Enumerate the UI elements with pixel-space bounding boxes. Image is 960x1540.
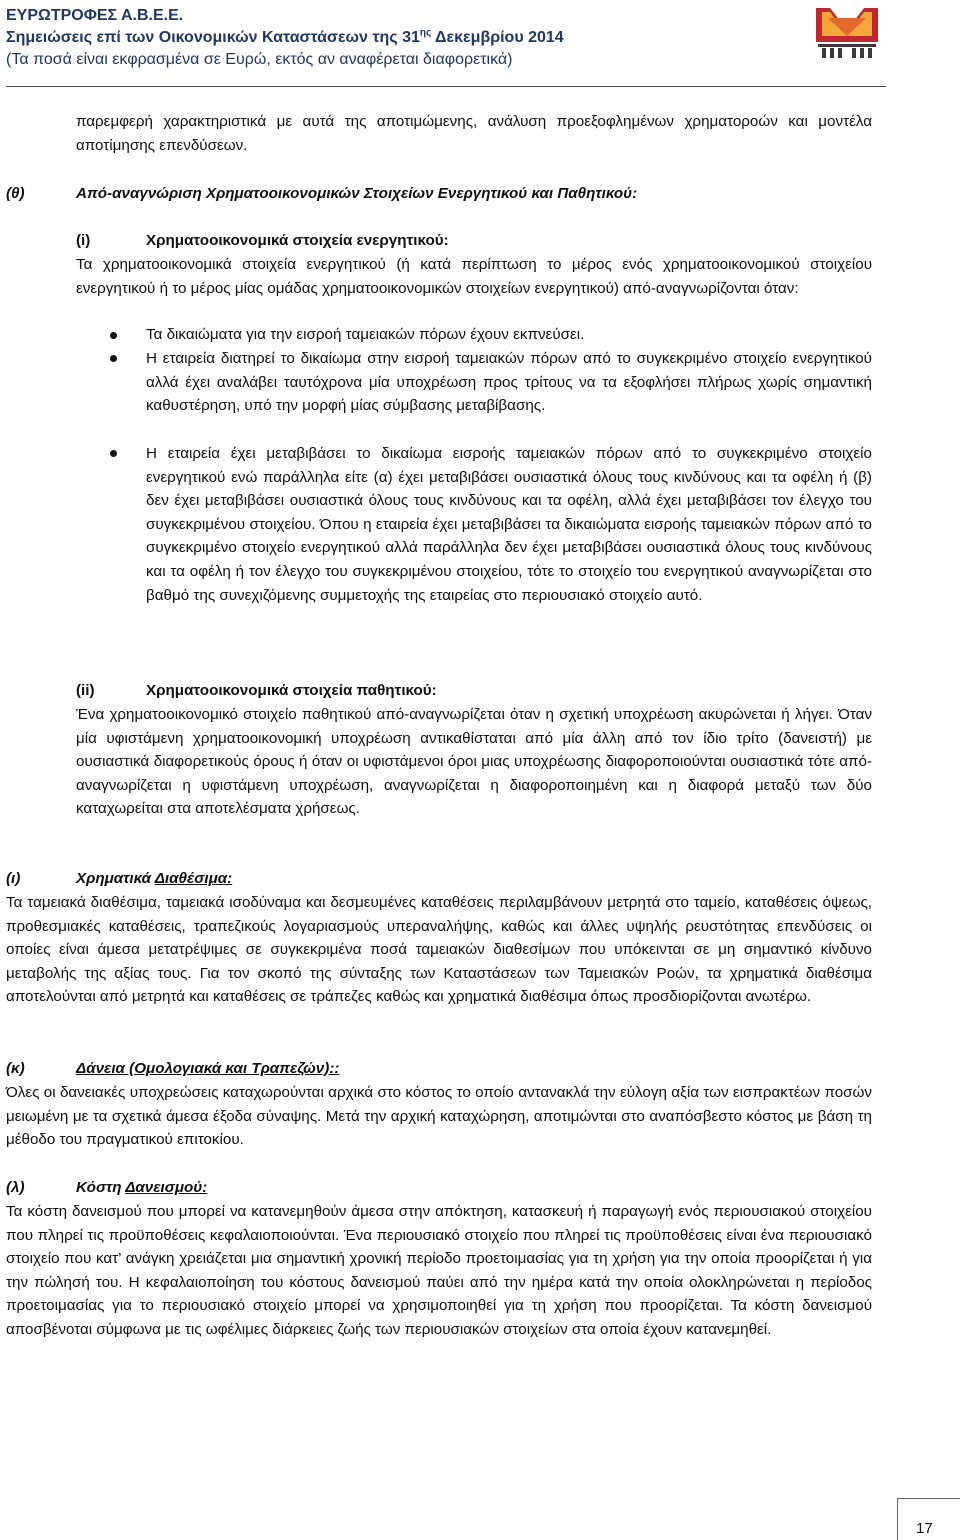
company-logo-icon [814, 6, 880, 58]
section-kappa-text: Όλες οι δανειακές υποχρεώσεις καταχωρούνται αρχικά στο κόστος το οποίο αντανακλά την εύλογη αξία των εισπρακτέων ποσών μειωμένη με τα σχετικά άμεσα έξοδα σύναψης. Μετά την αρχική καταχώρηση, αποτιμώνται στο αναπόσβεστο κόστος με βάση τη μέθοδο του πραγματικού επιτοκίου. [6, 1084, 872, 1149]
section-kappa-title: Δάνεια (Ομολογιακά και Τραπεζών):: [76, 1060, 340, 1077]
liabilities-text: Ένα χρηματοοικονομικό στοιχείο παθητικού από-αναγνωρίζεται όταν η σχετική υποχρέωση ακυρώνεται ή λήγει. Όταν μία υφιστάμενη χρηματοοικονομική υποχρέωση αντικαθίσταται από μία άλλη από τον ίδιο τρίτο (δανειστή) με ουσιαστικά διαφορετικούς όρους ή όταν οι υφιστάμενοι όροι μιας υποχρέωσης διαφοροποιούνται ουσιαστικά τότε από-αναγνωρίζεται η υφιστάμενη υποχρέωση, αναγνωρίζεται η διαφοροποιημένη και η διαφορά μεταξύ των δύο καταχωρείται στα αποτελέσματα χρήσεως. [76, 706, 872, 818]
bullet-icon [110, 355, 117, 362]
section-kappa-label: (κ) [6, 1060, 25, 1077]
section-theta-label: (θ) [6, 185, 25, 202]
page-number-frame-left [897, 1498, 898, 1540]
assets-bullet-1: Τα δικαιώματα για την εισροή ταμειακών πόρων έχουν εκπνεύσει. [146, 326, 585, 343]
assets-bullet-3: Η εταιρεία έχει μεταβιβάσει το δικαίωμα εισροής ταμειακών πόρων από το συγκεκριμένο στοιχείο ενεργητικού ενώ παράλληλα είτε (α) έχει μεταβιβάσει ουσιαστικά όλους τους κινδύνους και τα οφέλη ή (β) δεν έχει μεταβιβάσει ουσιαστικά όλους τους κινδύνους και τα οφέλη, αλλά έχει μεταβιβάσει τον έλεγχο του συγκεκριμένου στοιχείου. Όπου η εταιρεία έχει μεταβιβάσει τα δικαιώματα εισροής ταμειακών πόρων από το συγκεκριμένο στοιχείο ενεργητικού αλλά παράλληλα δεν έχει μεταβιβάσει ουσιαστικά όλους τους κινδύνους και τα οφέλη ή τον έλεγχο του συγκεκριμένου στοιχείου, τότε το στοιχείο του ενεργητικού αναγνωρίζεται στο βαθμό της συνεχιζόμενης συμμετοχής της εταιρείας στο περιουσιακό στοιχείο αυτό. [146, 445, 872, 604]
section-iota-title-a: Χρηματικά [76, 870, 155, 887]
section-iota-title-b: Διαθέσιμα: [154, 870, 233, 887]
section-lambda-title-a: Κόστη [76, 1179, 126, 1196]
notes-title-prefix: Σημειώσεις επί των Οικονομικών Καταστάσεων της 31 [6, 29, 420, 46]
notes-title-sup: ης [419, 27, 432, 39]
notes-title-suffix: Δεκεμβρίου 2014 [431, 29, 564, 46]
page-number-frame-top [897, 1498, 960, 1499]
section-theta-title: Από-αναγνώριση Χρηματοοικονομικών Στοιχείων Ενεργητικού και Παθητικού: [76, 185, 638, 202]
liabilities-label: (ii) [76, 682, 95, 699]
company-name: ΕΥΡΩΤΡΟΦΕΣ Α.Β.Ε.Ε. [6, 7, 184, 24]
header-divider [6, 86, 886, 87]
section-lambda-title [76, 1176, 207, 1200]
page-header [6, 5, 806, 71]
section-lambda-text: Τα κόστη δανεισμού που μπορεί να κατανεμηθούν άμεσα στην απόκτηση, κατασκευή ή παραγωγή ενός περιουσιακού στοιχείου που πληρεί τις προϋποθέσεις κεφαλαιοποιούνται. Ένα περιουσιακό στοιχείο που πληρεί τις προϋποθέσεις είναι ένα περιουσιακό στοιχείο που κατ’ ανάγκη χρειάζεται μια σημαντική χρονική περίοδο προετοιμασίας για τη χρήση για την οποία προορίζεται ή για την πώλησή του. Η κεφαλαιοποίηση του κόστους δανεισμού παύει από την ημέρα κατά την οποία ολοκληρώνεται η περίοδος προετοιμασίας για το περιουσιακό στοιχείο μπορεί να χρησιμοποιηθεί για τη χρήση που προορίζεται. Τα κόστη δανεισμού αποσβένοται σύμφωνα με τις ωφέλιμες διάρκειες ζωής των περιουσιακών στοιχείων στα οποία έχουν κατανεμηθεί. [6, 1203, 872, 1338]
section-lambda-label: (λ) [6, 1179, 25, 1196]
assets-bullet-2: Η εταιρεία διατηρεί το δικαίωμα στην εισροή ταμειακών πόρων από το συγκεκριμένο στοιχείο ενεργητικού αλλά έχει αναλάβει ταυτόχρονα μία υποχρέωση προς τρίτους να τα εξοφλήσει πλήρως χωρίς σημαντική καθυστέρηση, υπό την μορφή μίας σύμβασης μεταβίβασης. [146, 350, 872, 415]
notes-title [6, 27, 806, 49]
section-iota-text: Τα ταμειακά διαθέσιμα, ταμειακά ισοδύναμα και δεσμευμένες καταθέσεις περιλαμβάνουν μετρητά στο ταμείο, καταθέσεις όψεως, προθεσμιακές καταθέσεις, τραπεζικούς λογαριασμούς υπεραναλήψης, καθώς και άλλες υψηλής ρευστότητας επενδύσεις οι οποίες είναι άμεσα μετατρέψιμες σε συγκεκριμένα ποσά ταμειακών διαθεσίμων που υπόκεινται σε μη σημαντικό κίνδυνο μεταβολής της αξίας τους. Για τον σκοπό της σύνταξης των Καταστάσεων των Ταμειακών Ροών, τα χρηματικά διαθέσιμα αποτελούνται από μετρητά και καταθέσεις σε τράπεζες καθώς και χρηματικά διαθέσιμα όπως προσδιορίζονται ανωτέρω. [6, 894, 872, 1006]
bullet-icon [110, 450, 117, 457]
section-lambda-title-b: Δανεισμού: [125, 1179, 208, 1196]
page-number: 17 [916, 1520, 933, 1537]
liabilities-title: Χρηματοοικονομικά στοιχεία παθητικού: [146, 682, 437, 699]
section-iota-title [76, 867, 232, 891]
section-iota-label: (ι) [6, 870, 21, 887]
currency-note: (Τα ποσά είναι εκφρασμένα σε Ευρώ, εκτός αν αναφέρεται διαφορετικά) [6, 51, 513, 68]
bullet-icon [110, 332, 117, 339]
assets-intro: Τα χρηματοοικονομικά στοιχεία ενεργητικού (ή κατά περίπτωση το μέρος ενός χρηματοοικονομικού στοιχείου ενεργητικού ή το μέρος μίας ομάδας χρηματοοικονομικών στοιχείων ενεργητικού) από-αναγνωρίζονται όταν: [76, 256, 872, 297]
assets-title: Χρηματοοικονομικά στοιχεία ενεργητικού: [146, 232, 449, 249]
assets-label: (i) [76, 232, 91, 249]
continuation-paragraph: παρεμφερή χαρακτηριστικά με αυτά της αποτιμώμενης, ανάλυση προεξοφλημένων χρηματοροών και μοντέλα αποτίμησης επενδύσεων. [76, 113, 872, 154]
